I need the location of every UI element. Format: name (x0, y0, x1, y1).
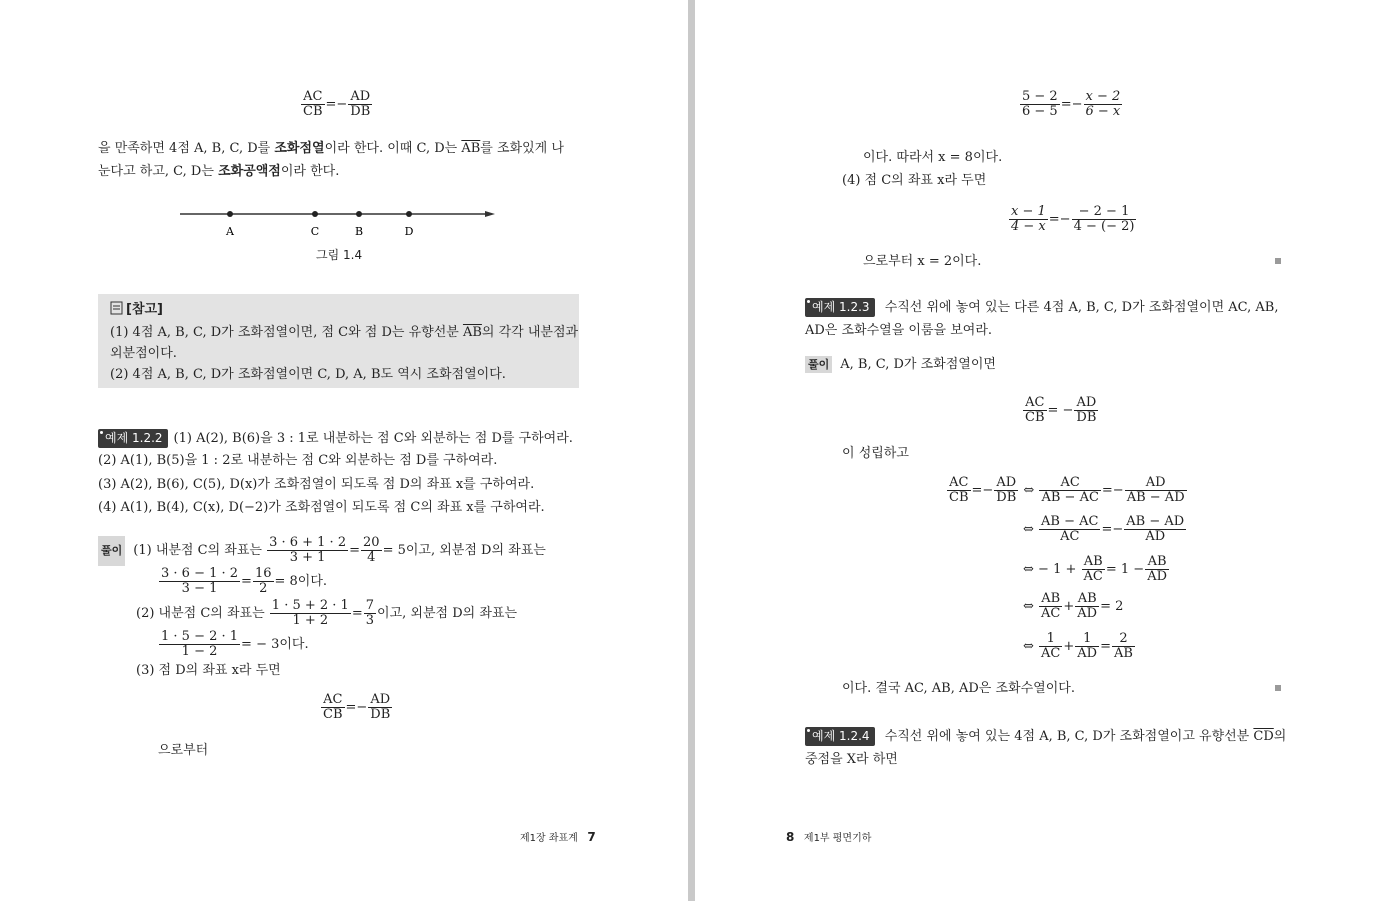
equation (1019, 90, 1123, 119)
fraction (947, 476, 971, 505)
iff-icon: ⇔ (1023, 562, 1034, 577)
text: = 8이다. (274, 574, 328, 589)
solution-line (158, 630, 309, 660)
denominator: AC (1041, 606, 1061, 621)
operator: =− (1060, 97, 1083, 112)
equation (1008, 205, 1137, 234)
numerator: AD (1125, 476, 1187, 491)
vector-CD: $\overline{CD}$ (1253, 729, 1274, 744)
example-tag: 예제 1.2.2 (98, 429, 168, 448)
fraction (1075, 592, 1099, 621)
point-label: C (310, 225, 320, 238)
denominator: DB (996, 490, 1017, 505)
denominator: 4 (367, 550, 376, 565)
numerator: 2 (1112, 632, 1135, 647)
numerator: AB (1075, 592, 1099, 607)
text: − 1 + (1038, 562, 1077, 577)
note-icon (110, 301, 124, 315)
denominator: 6 − x (1085, 104, 1121, 119)
operator: = (1100, 639, 1112, 654)
denominator: DB (1076, 410, 1097, 425)
fraction (159, 630, 240, 659)
text: 을 만족하면 4점 A, B, C, D를 (98, 141, 275, 156)
solution-tag: 풀이 (805, 356, 832, 373)
numerator: 1 (1075, 632, 1099, 647)
text: 수직선 위에 놓여 있는 4점 A, B, C, D가 조화점열이고 유향선분 (884, 729, 1254, 744)
denominator: 2 (259, 581, 268, 596)
equation (320, 693, 393, 722)
point-label: B (354, 225, 364, 238)
page-number: 8 (786, 830, 795, 844)
fraction (1074, 396, 1098, 425)
chapter-title: 제1장 좌표계 (520, 833, 578, 844)
fraction (321, 693, 345, 722)
fraction (1084, 90, 1123, 119)
operator: + (1063, 599, 1075, 614)
numerator: AC (301, 90, 325, 105)
denominator: 1 + 2 (292, 613, 329, 628)
derivation-row (1023, 592, 1123, 621)
operator: =− (325, 97, 348, 112)
numerator: 3 · 6 + 1 · 2 (269, 535, 347, 550)
text: 의 각각 내분점과 (481, 325, 579, 340)
right-page (695, 0, 1387, 901)
text: (1) 4점 A, B, C, D가 조화점열이면, 점 C와 점 D는 유향선분 (110, 325, 463, 340)
text: 이라 한다. 이때 C, D는 (324, 141, 462, 156)
note-line (110, 324, 578, 341)
fraction (270, 599, 351, 628)
iff-icon: ⇔ (1023, 639, 1034, 654)
example-line (805, 727, 1286, 746)
page-number: 7 (587, 830, 596, 844)
example-line: (2) A(1), B(5)을 1 : 2로 내분하는 점 C와 외분하는 점 D를 구하여라. (98, 453, 498, 468)
numerator: 1 (1039, 632, 1062, 647)
iff-icon: ⇔ (1023, 599, 1034, 614)
operator: = (349, 543, 361, 558)
denominator: AD (1077, 646, 1098, 661)
fraction (1020, 90, 1060, 119)
text: (2) 내분점 C의 좌표는 (136, 606, 269, 621)
paragraph-line (98, 140, 564, 157)
text-line: (4) 점 C의 좌표 x라 두면 (842, 173, 987, 188)
denominator: AB (1114, 646, 1133, 661)
fraction (1125, 476, 1187, 505)
denominator: 1 − 2 (181, 644, 218, 659)
term-harmonic-pair: 조화공액점 (218, 164, 281, 179)
numerator: AB (1145, 555, 1169, 570)
numerator: 20 (363, 535, 380, 550)
text: 를 조화있게 나 (480, 141, 564, 156)
denominator: AD (1077, 606, 1098, 621)
fraction (994, 476, 1018, 505)
page-footer (520, 829, 596, 844)
end-of-proof-icon (1275, 258, 1281, 264)
example-tag: 예제 1.2.3 (805, 298, 875, 317)
point-D (406, 211, 412, 217)
numerator: AB − AC (1041, 514, 1099, 529)
numerator: 1 · 5 − 2 · 1 (161, 629, 239, 644)
numerator: AD (348, 90, 372, 105)
example-line (98, 429, 573, 448)
denominator: AB − AD (1126, 490, 1185, 505)
numerator: 16 (254, 566, 272, 581)
text: 이고, 외분점 D의 좌표는 (377, 606, 518, 621)
fraction (368, 693, 392, 722)
vector-AB: $\overline{AB}$ (461, 141, 481, 156)
numerator: 5 − 2 (1022, 89, 1058, 104)
numerator: AD (368, 693, 392, 708)
numerator: AD (1074, 396, 1098, 411)
point-B (356, 211, 362, 217)
solution-line (98, 536, 546, 566)
numerator: 7 (365, 598, 375, 613)
fraction (1039, 632, 1062, 661)
example-line (805, 298, 1278, 317)
point-label: D (404, 225, 414, 238)
numerator: AC (321, 693, 345, 708)
fraction (253, 567, 274, 596)
number-line-figure (175, 202, 505, 242)
fraction (1124, 515, 1186, 544)
denominator: AD (1147, 569, 1167, 584)
fraction (1082, 555, 1105, 584)
denominator: 4 − x (1011, 219, 1046, 234)
numerator: AC (1023, 396, 1047, 411)
fraction (1039, 592, 1062, 621)
fraction (301, 90, 325, 119)
operator: + (1063, 639, 1075, 654)
denominator: CB (323, 707, 343, 722)
text-line: 이 성립하고 (842, 446, 909, 461)
text: (1) A(2), B(6)을 3 : 1로 내분하는 점 C와 외분하는 점 D를 구하여라. (173, 431, 573, 446)
vector-AB: $\overline{AB}$ (462, 325, 482, 340)
left-page (0, 0, 688, 901)
operator: = 1 − (1105, 562, 1145, 577)
solution-line: (3) 점 D의 좌표 x라 두면 (136, 663, 281, 678)
text: = − 3이다. (241, 637, 309, 652)
operator: = (241, 574, 252, 589)
fraction (361, 536, 382, 565)
solution-line: 으로부터 (158, 743, 209, 758)
derivation-row (946, 476, 1188, 505)
text-line: 으로부터 x = 2이다. (863, 254, 982, 269)
denominator: 3 − 1 (181, 581, 218, 596)
denominator: 4 − (− 2) (1073, 219, 1135, 234)
numerator: AC (947, 476, 971, 491)
arrow-head-icon (485, 211, 495, 217)
text: 의 (1273, 729, 1287, 744)
denominator: AC (1083, 569, 1103, 584)
denominator: CB (949, 490, 969, 505)
denominator: AC (1041, 646, 1061, 661)
text: 수직선 위에 놓여 있는 다른 4점 A, B, C, D가 조화점열이면 AC, AB, (884, 300, 1279, 315)
denominator: DB (350, 104, 371, 119)
page-footer (786, 829, 871, 844)
text-line: 이다. 따라서 x = 8이다. (863, 150, 1003, 165)
numerator: x − 2 (1085, 89, 1121, 104)
paragraph-line (98, 163, 339, 180)
numerator: AB − AD (1126, 514, 1185, 529)
denominator: DB (370, 707, 391, 722)
denominator: CB (1025, 410, 1045, 425)
solution-tag: 풀이 (98, 536, 125, 566)
text-line: 이다. 결국 AC, AB, AD은 조화수열이다. (842, 681, 1075, 696)
denominator: AC (1060, 529, 1080, 544)
derivation-row (1023, 555, 1170, 584)
solution-line (158, 567, 327, 597)
equation (1022, 396, 1099, 425)
text: 이라 한다. (280, 164, 340, 179)
equation-harmonic-ratio (300, 90, 373, 119)
text: = 2 (1100, 599, 1124, 614)
numerator: x − 1 (1011, 204, 1046, 219)
fraction (1075, 632, 1099, 661)
page-gutter (688, 0, 695, 901)
note-title (110, 301, 163, 318)
note-title-text: [참고] (126, 302, 163, 317)
iff-icon: ⇔ (1023, 522, 1034, 537)
iff-icon: ⇔ (1023, 483, 1035, 498)
example-line: 중점을 X라 하면 (805, 752, 898, 767)
solution-line (805, 356, 996, 373)
text: (1) 내분점 C의 좌표는 (133, 543, 267, 558)
point-A (227, 211, 233, 217)
operator: =− (1101, 522, 1124, 537)
fraction (348, 90, 372, 119)
example-tag: 예제 1.2.4 (805, 727, 875, 746)
fraction (159, 567, 240, 596)
example-line: (4) A(1), B(4), C(x), D(−2)가 조화점열이 되도록 점 C의 좌표 x를 구하여라. (98, 500, 545, 515)
solution-line (136, 599, 517, 629)
numerator: AB (1039, 592, 1062, 607)
denominator: AD (1145, 529, 1166, 544)
denominator: 6 − 5 (1022, 104, 1058, 119)
fraction (1145, 555, 1169, 584)
text: 눈다고 하고, C, D는 (98, 164, 219, 179)
text: A, B, C, D가 조화점열이면 (840, 357, 996, 372)
end-of-proof-icon (1275, 685, 1281, 691)
figure-caption: 그림 1.4 (316, 248, 363, 262)
numerator: AC (1039, 476, 1100, 491)
denominator: 3 + 1 (289, 550, 326, 565)
operator: =− (971, 483, 994, 498)
operator: = (351, 606, 363, 621)
fraction (267, 536, 348, 565)
example-line: AD은 조화수열을 이룸을 보여라. (805, 323, 993, 338)
fraction (1009, 205, 1048, 234)
derivation-row (1023, 632, 1136, 661)
part-title: 제1부 평면기하 (803, 833, 872, 844)
numerator: 1 · 5 + 2 · 1 (271, 598, 349, 613)
denominator: AB − AC (1041, 490, 1099, 505)
fraction (1039, 476, 1100, 505)
numerator: − 2 − 1 (1072, 205, 1137, 220)
denominator: CB (303, 104, 323, 119)
denominator: 3 (365, 613, 375, 628)
term-harmonic-conjugate: 조화점열 (274, 141, 325, 156)
point-C (312, 211, 318, 217)
fraction (364, 599, 376, 628)
text: = 5이고, 외분점 D의 좌표는 (382, 543, 546, 558)
numerator: AB (1082, 555, 1105, 570)
numerator: 3 · 6 − 1 · 2 (161, 566, 239, 581)
derivation-row (1023, 515, 1187, 544)
fraction (1023, 396, 1047, 425)
operator: =− (345, 700, 368, 715)
fraction (1072, 205, 1137, 234)
note-line: (2) 4점 A, B, C, D가 조화점열이면 C, D, A, B도 역시 조화점열이다. (110, 367, 506, 382)
note-line: 외분점이다. (110, 346, 177, 361)
numerator: AD (994, 476, 1018, 491)
operator: = − (1047, 403, 1074, 418)
fraction (1112, 632, 1135, 661)
example-line: (3) A(2), B(6), C(5), D(x)가 조화점열이 되도록 점 D의 좌표 x를 구하여라. (98, 477, 535, 492)
fraction (1039, 515, 1100, 544)
point-label: A (226, 225, 234, 238)
operator: =− (1048, 212, 1071, 227)
operator: =− (1101, 483, 1124, 498)
